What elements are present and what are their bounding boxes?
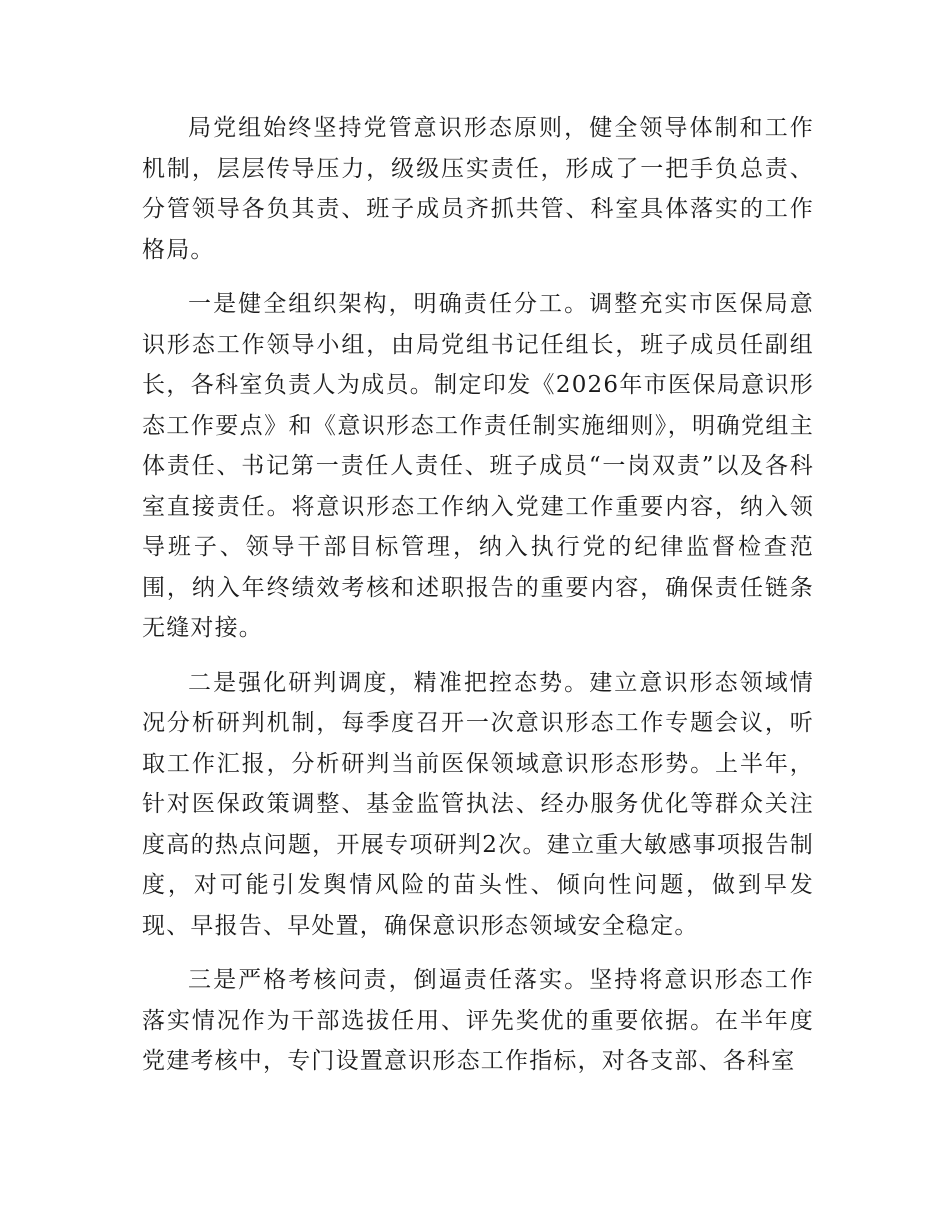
paragraph-analysis: 二是强化研判调度，精准把控态势。建立意识形态领域情况分析研判机制，每季度召开一次意识形态工作专题会议，听取工作汇报，分析研判当前医保领域意识形态形势。上半年，针对医保政策调整、基金监管执法、经办服务优化等群众关注度高的热点问题，开展专项研判2次。建立重大敏感事项报告制度，对可能引发舆情风险的苗头性、倾向性问题，做到早发现、早报告、早处置，确保意识形态领域安全稳定。	[142, 669, 814, 939]
paragraph-organization: 一是健全组织架构，明确责任分工。调整充实市医保局意识形态工作领导小组，由局党组书记任组长，班子成员任副组长，各科室负责人为成员。制定印发《2026年市医保局意识形态工作要点》和《意识形态工作责任制实施细则》，明确党组主体责任、书记第一责任人责任、班子成员“一岗双责”以及各科室直接责任。将意识形态工作纳入党建工作重要内容，纳入领导班子、领导干部目标管理，纳入执行党的纪律监督检查范围，纳入年终绩效考核和述职报告的重要内容，确保责任链条无缝对接。	[142, 291, 814, 641]
paragraph-intro: 局党组始终坚持党管意识形态原则，健全领导体制和工作机制，层层传导压力，级级压实责任，形成了一把手负总责、分管领导各负其责、班子成员齐抓共管、科室具体落实的工作格局。	[142, 115, 814, 263]
document-body	[142, 108, 814, 1096]
paragraph-assessment: 三是严格考核问责，倒逼责任落实。坚持将意识形态工作落实情况作为干部选拔任用、评先奖优的重要依据。在半年度党建考核中，专门设置意识形态工作指标，对各支部、各科室	[142, 967, 814, 1074]
